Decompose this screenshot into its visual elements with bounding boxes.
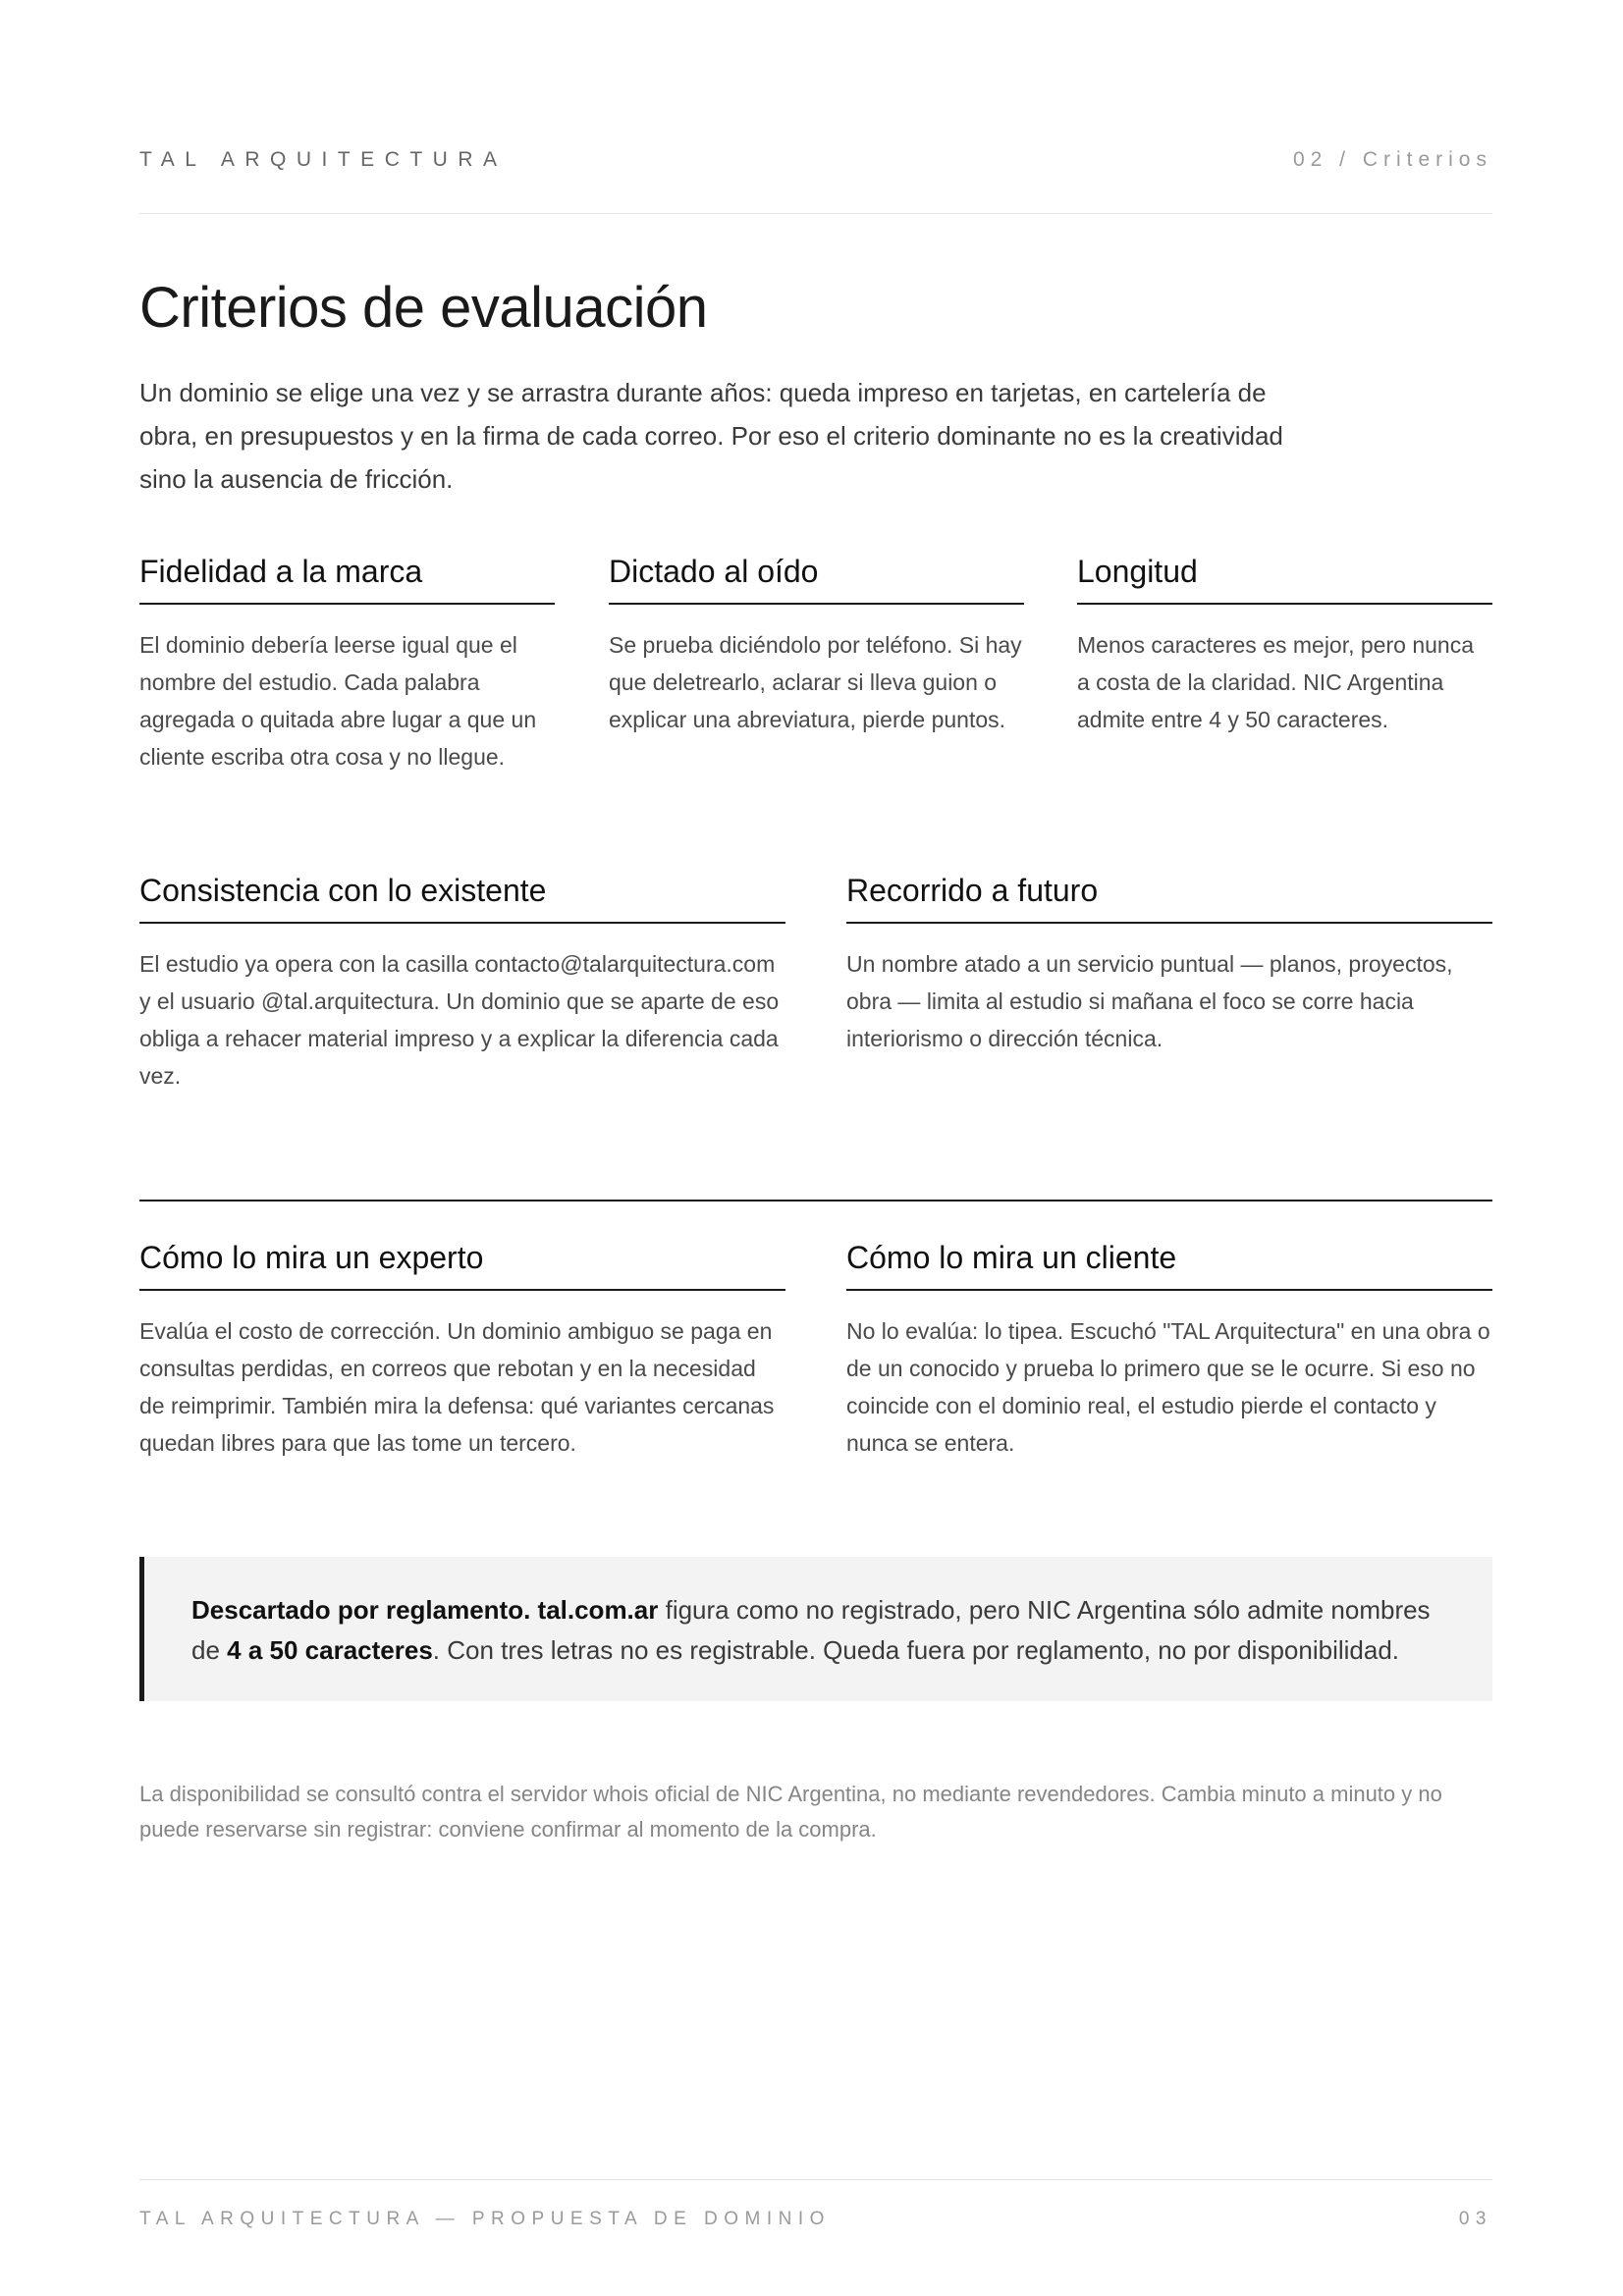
callout-lead: Descartado por reglamento. tal.com.ar (191, 1595, 659, 1625)
criterion-body: Menos caracteres es mejor, pero nunca a costa de la claridad. NIC Argentina admite entre 4 y 50 caracteres. (1077, 632, 1474, 732)
view-body: No lo evalúa: lo tipea. Escuchó "TAL Arquitectura" en una obra o de un conocido y prueba lo primero que se le ocurre. Si eso no coincide con el dominio real, el estudio pierde el contacto y nunca se entera. (846, 1318, 1490, 1456)
availability-note: La disponibilidad se consultó contra el servidor whois oficial de NIC Argentina, no mediante revendedores. Cambia minuto a minuto y no puede reservarse sin registrar: conviene confirmar al momento de la compra. (139, 1782, 1442, 1842)
criterion-dictation (609, 550, 1024, 738)
view-body: Evalúa el costo de corrección. Un dominio ambiguo se paga en consultas perdidas, en correos que rebotan y en la necesidad de reimprimir. También mira la defensa: qué variantes cercanas quedan libres para que las tome un tercero. (139, 1318, 775, 1456)
brand-name: TAL ARQUITECTURA (139, 148, 508, 171)
lead-paragraph: Un dominio se elige una vez y se arrastra durante años: queda impreso en tarjetas, en cartelería de obra, en presupuestos y en la firma de cada correo. Por eso el criterio dominante no es la creatividad sino la ausencia de fricción. (139, 378, 1283, 494)
expert-view (139, 1236, 785, 1462)
footer-title: TAL ARQUITECTURA — PROPUESTA DE DOMINIO (139, 2209, 831, 2229)
criterion-future (846, 869, 1492, 1057)
criterion-body: Se prueba diciéndolo por teléfono. Si hay que deletrearlo, aclarar si lleva guion o explicar una abreviatura, pierde puntos. (609, 632, 1022, 732)
callout-text-end: . Con tres letras no es registrable. Queda fuera por reglamento, no por disponibilidad. (432, 1635, 1400, 1665)
view-title: Cómo lo mira un cliente (846, 1236, 1492, 1291)
client-view (846, 1236, 1492, 1462)
criterion-title: Longitud (1077, 550, 1492, 605)
page-footer (139, 2179, 1492, 2229)
criterion-consistency (139, 869, 785, 1095)
criterion-title: Fidelidad a la marca (139, 550, 555, 605)
callout-text: figura como no registrado, pero NIC Argentina sólo admite nombres de (191, 1595, 1431, 1665)
document-page (139, 0, 1492, 2296)
criterion-body: Un nombre atado a un servicio puntual — planos, proyectos, obra — limita al estudio si mañana el foco se corre hacia interiorismo o dirección técnica. (846, 951, 1453, 1051)
criterion-title: Recorrido a futuro (846, 869, 1492, 924)
criterion-brand-fidelity (139, 550, 555, 775)
section-label: 02 / Criterios (1292, 148, 1492, 171)
criterion-body: El dominio debería leerse igual que el nombre del estudio. Cada palabra agregada o quitada abre lugar a que un cliente escriba otra cosa y no llegue. (139, 632, 537, 770)
criterion-body: El estudio ya opera con la casilla contacto@talarquitectura.com y el usuario @tal.arquitectura. Un dominio que se aparte de eso obliga a rehacer material impreso y a explicar la diferencia cada vez. (139, 951, 780, 1089)
discard-callout (139, 1557, 1492, 1701)
criterion-title: Consistencia con lo existente (139, 869, 785, 924)
criterion-length (1077, 550, 1492, 738)
page-number: 03 (1458, 2209, 1492, 2229)
section-divider (139, 1200, 1492, 1201)
view-title: Cómo lo mira un experto (139, 1236, 785, 1291)
page-title: Criterios de evaluación (139, 276, 708, 340)
criterion-title: Dictado al oído (609, 550, 1024, 605)
callout-emphasis: 4 a 50 caracteres (227, 1635, 433, 1665)
page-header (139, 145, 1492, 214)
